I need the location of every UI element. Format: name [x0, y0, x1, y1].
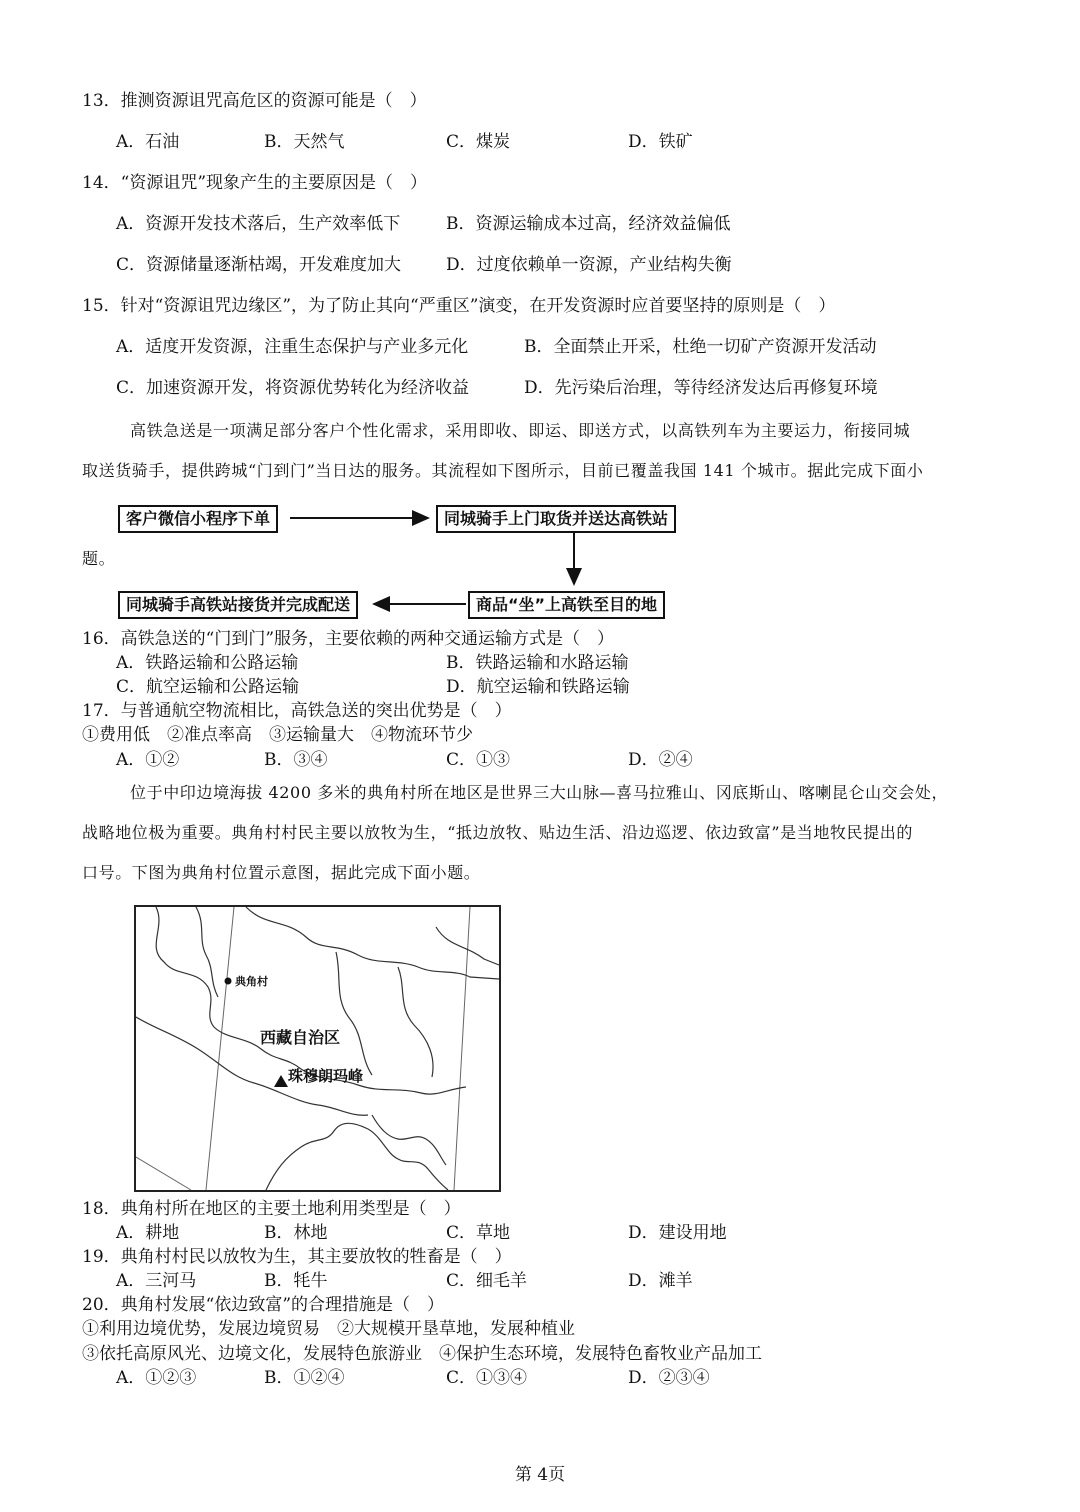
question-15-option-a: A．适度开发资源，注重生态保护与产业多元化	[116, 337, 469, 357]
question-13-option-a: A．石油	[116, 132, 180, 152]
map-label-village: 典角村	[235, 975, 268, 988]
passage-2-line-1: 位于中印边境海拔 4200 多米的典角村所在地区是世界三大山脉—喜马拉雅山、冈底斯山、喀喇昆仑山交会处，	[130, 783, 949, 802]
question-18-stem: 18．典角村所在地区的主要土地利用类型是（ ）	[82, 1199, 461, 1219]
question-20-option-d: D．②③④	[628, 1368, 710, 1388]
question-13-option-c: C．煤炭	[446, 132, 511, 152]
passage-2-line-3: 口号。下图为典角村位置示意图，据此完成下面小题。	[82, 863, 481, 882]
question-14-option-b: B．资源运输成本过高，经济效益偏低	[446, 214, 731, 234]
map-border-province-north	[246, 907, 499, 979]
question-20-stem: 20．典角村发展“依边致富”的合理措施是（ ）	[82, 1295, 445, 1315]
map-border-province-east	[398, 967, 433, 1077]
map-drawing	[136, 907, 499, 1190]
flow-step-2: 同城骑手上门取货并送达高铁站	[436, 505, 676, 533]
map-border-province-mid	[336, 952, 372, 1075]
question-20-option-a: A．①②③	[116, 1368, 197, 1388]
passage-2-line-2: 战略地位极为重要。典角村村民主要以放牧为生，“抵边放牧、贴边生活、沿边巡逻、依边致富”是当地牧民提出的	[82, 823, 913, 842]
question-14-stem: 14．“资源诅咒”现象产生的主要原因是（ ）	[82, 173, 428, 193]
village-marker-dot	[225, 978, 232, 985]
question-19-option-c: C．细毛羊	[446, 1271, 528, 1291]
question-18-option-b: B．林地	[264, 1223, 328, 1243]
question-16-option-c: C．航空运输和公路运输	[116, 677, 300, 697]
question-17-option-c: C．①③	[446, 750, 511, 770]
map-label-peak: 珠穆朗玛峰	[288, 1067, 364, 1085]
question-15-stem: 15．针对“资源诅咒边缘区”，为了防止其向“严重区”演变，在开发资源时应首要坚持的原则是（ ）	[82, 296, 836, 316]
map-coast-bengal	[266, 1123, 448, 1190]
passage-1-line-2: 取送货骑手，提供跨城“门到门”当日达的服务。其流程如下图所示，目前已覆盖我国 141 个城市。据此完成下面小	[82, 461, 924, 480]
question-17-option-a: A．①②	[116, 750, 180, 770]
flow-step-1: 客户微信小程序下单	[118, 505, 278, 533]
question-17-items: ①费用低 ②准点率高 ③运输量大 ④物流环节少	[82, 725, 473, 745]
question-20-items-1: ①利用边境优势，发展边境贸易 ②大规模开垦草地，发展种植业	[82, 1319, 575, 1339]
question-17-stem: 17．与普通航空物流相比，高铁急送的突出优势是（ ）	[82, 701, 512, 721]
question-13-option-d: D．铁矿	[628, 132, 693, 152]
map-border-northwest	[196, 907, 218, 997]
question-20-option-b: B．①②④	[264, 1368, 345, 1388]
question-14-option-a: A．资源开发技术落后，生产效率低下	[116, 214, 401, 234]
map-label-region: 西藏自治区	[260, 1028, 341, 1047]
flow-step-3: 商品“坐”上高铁至目的地	[468, 591, 665, 619]
peak-triangle-icon	[274, 1075, 288, 1087]
question-13-option-b: B．天然气	[264, 132, 345, 152]
question-17-option-b: B．③④	[264, 750, 328, 770]
question-18-option-d: D．建设用地	[628, 1223, 727, 1243]
question-15-option-b: B．全面禁止开采，杜绝一切矿产资源开发活动	[524, 337, 877, 357]
question-19-option-b: B．牦牛	[264, 1271, 328, 1291]
passage-1-line-3: 题。	[82, 549, 116, 568]
question-14-option-d: D．过度依赖单一资源，产业结构失衡	[446, 255, 732, 275]
question-20-option-c: C．①③④	[446, 1368, 528, 1388]
question-16-option-a: A．铁路运输和公路运输	[116, 653, 299, 673]
question-17-option-d: D．②④	[628, 750, 693, 770]
passage-1-line-1: 高铁急送是一项满足部分客户个性化需求，采用即收、即运、即送方式，以高铁列车为主要运力，衔接同城	[130, 421, 911, 440]
question-20-items-2: ③依托高原风光、边境文化，发展特色旅游业 ④保护生态环境，发展特色畜牧业产品加工	[82, 1344, 762, 1364]
question-19-option-d: D．滩羊	[628, 1271, 693, 1291]
question-16-stem: 16．高铁急送的“门到门”服务，主要依赖的两种交通运输方式是（ ）	[82, 629, 615, 649]
question-16-option-b: B．铁路运输和水路运输	[446, 653, 629, 673]
question-19-stem: 19．典角村村民以放牧为生，其主要放牧的牲畜是（ ）	[82, 1247, 512, 1267]
map-graticule-west	[206, 907, 234, 1190]
question-15-option-d: D．先污染后治理，等待经济发达后再修复环境	[524, 378, 878, 398]
question-14-option-c: C．资源储量逐渐枯竭，开发难度加大	[116, 255, 402, 275]
question-15-option-c: C．加速资源开发，将资源优势转化为经济收益	[116, 378, 470, 398]
question-18-option-c: C．草地	[446, 1223, 511, 1243]
map-border-bangladesh	[372, 1115, 446, 1165]
question-16-option-d: D．航空运输和铁路运输	[446, 677, 630, 697]
location-map	[134, 905, 501, 1192]
map-graticule-southwest	[136, 1157, 191, 1190]
page-number: 第 4页	[514, 1465, 566, 1485]
question-19-option-a: A．三河马	[116, 1271, 197, 1291]
flow-step-4: 同城骑手高铁站接货并完成配送	[118, 591, 358, 619]
question-18-option-a: A．耕地	[116, 1223, 180, 1243]
question-13-stem: 13．推测资源诅咒高危区的资源可能是（ ）	[82, 91, 427, 111]
